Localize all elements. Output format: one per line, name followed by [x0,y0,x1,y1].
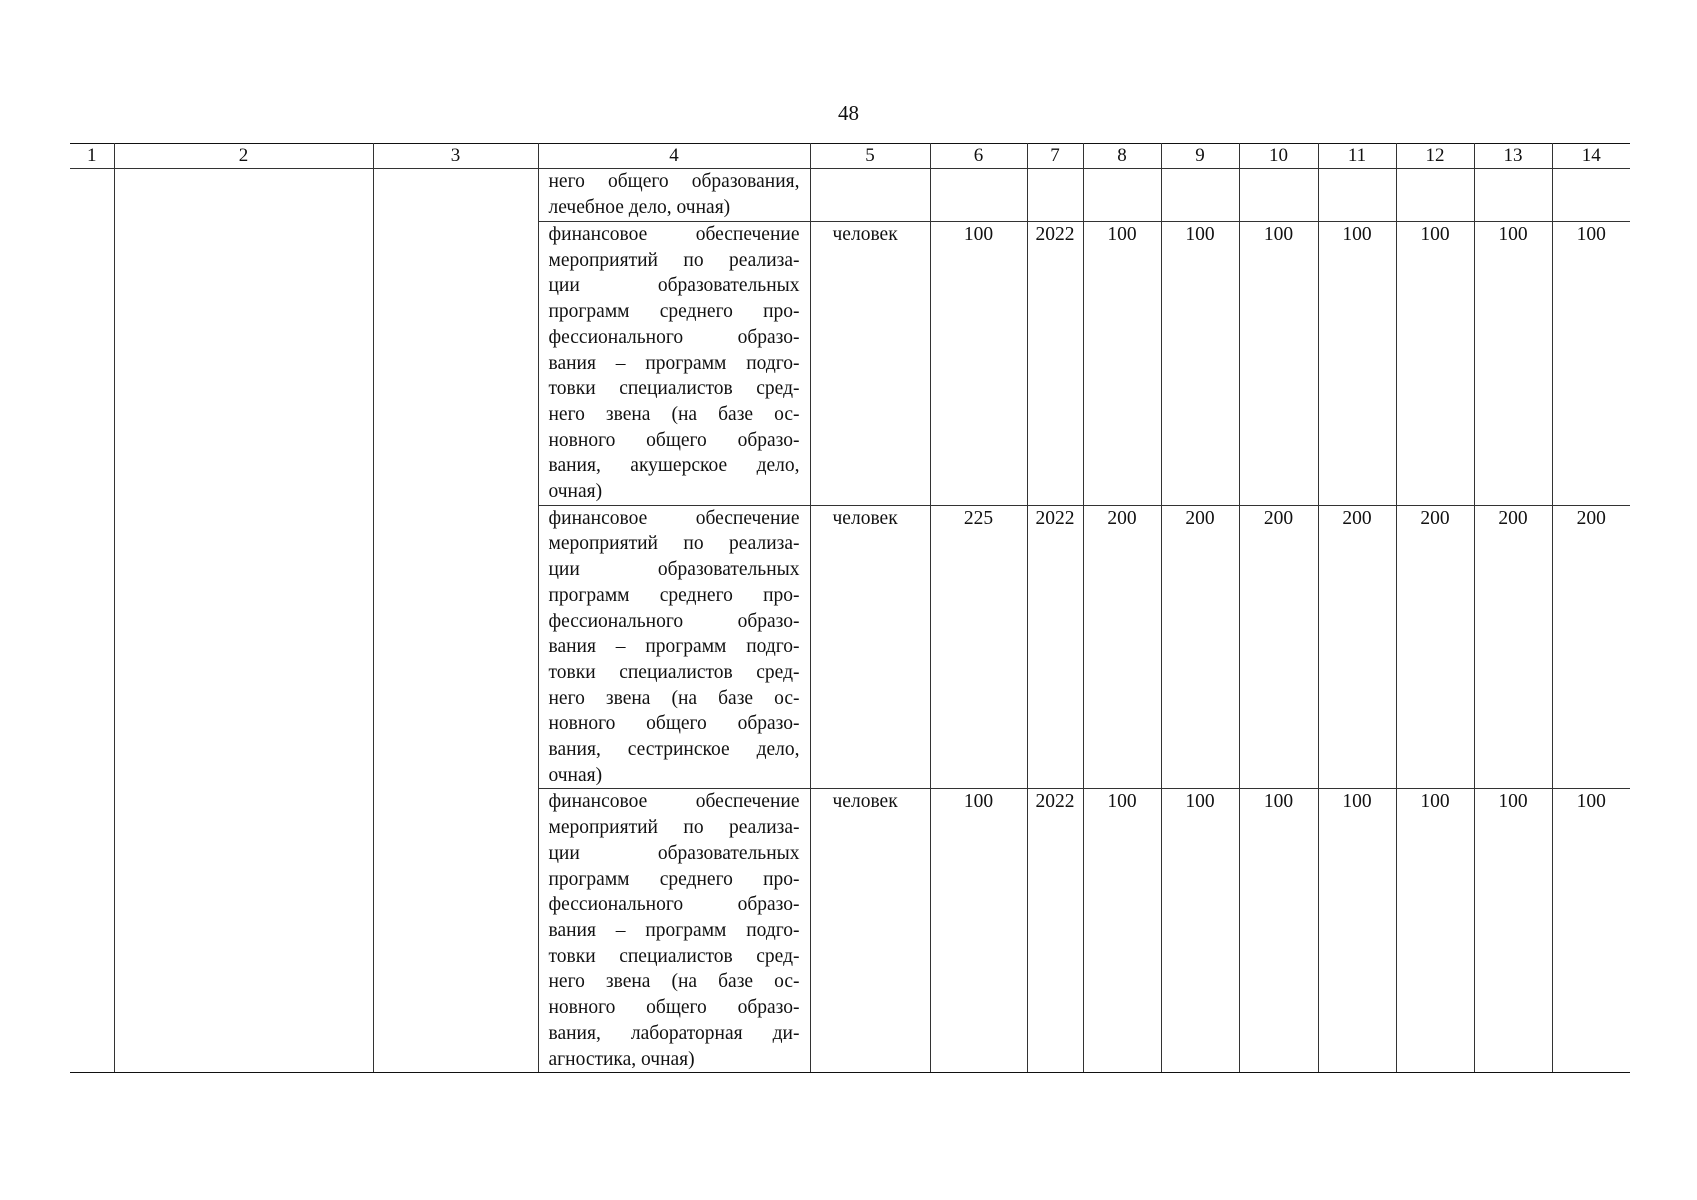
description-line: мероприятий по реализа- [548,249,800,271]
cell-col-11: 100 [1318,222,1396,506]
description-line: вания – программ подго- [548,919,800,941]
cell-col-8: 200 [1083,505,1161,789]
cell-col-13 [1474,169,1552,222]
description-line: товки специалистов сред- [548,945,800,967]
description-line: ции образовательных [548,842,800,864]
column-number-6: 6 [930,144,1027,169]
description-line: новного общего образо- [548,429,800,451]
description-line: фессионального образо- [548,894,800,916]
column-number-4: 4 [538,144,810,169]
description-line: вания, лабораторная ди- [548,1022,800,1044]
table-row [70,505,1630,789]
column-number-1: 1 [70,144,114,169]
column-number-2: 2 [114,144,373,169]
cell-col-1 [70,505,114,789]
description-line: лечебное дело, очная) [548,196,731,218]
description-line: ции образовательных [548,559,800,581]
description-line: мероприятий по реализа- [548,533,800,555]
cell-col-6: 100 [930,789,1027,1073]
description-line: товки специалистов сред- [548,378,800,400]
description-line: очная) [548,481,603,503]
description-line: программ среднего про- [548,868,800,890]
description-line: него общего образования, [548,171,800,192]
cell-col-2 [114,505,373,789]
cell-col-12: 200 [1396,505,1474,789]
cell-col-6: 100 [930,222,1027,506]
cell-col-6 [930,169,1027,222]
cell-col-1 [70,222,114,506]
description-line: программ среднего про- [548,584,800,606]
column-number-11: 11 [1318,144,1396,169]
cell-col-9: 100 [1161,789,1239,1073]
cell-description [538,505,810,789]
cell-col-1 [70,169,114,222]
cell-col-2 [114,169,373,222]
table-row [70,169,1630,222]
cell-col-3 [373,789,538,1073]
cell-col-13: 200 [1474,505,1552,789]
description-line: очная) [548,764,603,786]
indicators-table [70,143,1630,1073]
cell-col-8: 100 [1083,222,1161,506]
cell-unit: человек [810,222,930,506]
cell-col-14: 100 [1552,222,1630,506]
description-line: него звена (на базе ос- [548,403,800,425]
cell-col-2 [114,789,373,1073]
description-line: финансовое обеспечение [548,224,800,245]
description-line: финансовое обеспечение [548,791,800,813]
column-number-8: 8 [1083,144,1161,169]
cell-col-11 [1318,169,1396,222]
description-line: новного общего образо- [548,997,800,1019]
cell-col-10 [1239,169,1318,222]
cell-col-8: 100 [1083,789,1161,1073]
cell-unit: человек [810,789,930,1073]
cell-col-7 [1027,169,1083,222]
column-number-10: 10 [1239,144,1318,169]
description-line: товки специалистов сред- [548,661,800,683]
cell-col-3 [373,169,538,222]
cell-col-11: 200 [1318,505,1396,789]
cell-col-13: 100 [1474,789,1552,1073]
cell-col-14: 200 [1552,505,1630,789]
cell-col-14 [1552,169,1630,222]
cell-col-8 [1083,169,1161,222]
description-line: него звена (на базе ос- [548,971,800,993]
cell-col-12 [1396,169,1474,222]
description-line: фессионального образо- [548,326,800,348]
cell-col-9: 100 [1161,222,1239,506]
cell-col-6: 225 [930,505,1027,789]
cell-col-12: 100 [1396,789,1474,1073]
cell-col-14: 100 [1552,789,1630,1073]
description-line: вания, акушерское дело, [548,455,800,477]
description-line: вания – программ подго- [548,352,800,374]
cell-col-12: 100 [1396,222,1474,506]
description-line: новного общего образо- [548,713,800,735]
cell-col-11: 100 [1318,789,1396,1073]
description-line: программ среднего про- [548,301,800,323]
description-line: агностика, очная) [548,1048,695,1070]
cell-col-7: 2022 [1027,505,1083,789]
column-number-9: 9 [1161,144,1239,169]
description-line: фессионального образо- [548,610,800,632]
column-number-12: 12 [1396,144,1474,169]
description-line: мероприятий по реализа- [548,817,800,839]
description-line: вания, сестринское дело, [548,739,800,761]
cell-col-7: 2022 [1027,222,1083,506]
cell-col-10: 100 [1239,789,1318,1073]
column-number-13: 13 [1474,144,1552,169]
cell-col-7: 2022 [1027,789,1083,1073]
column-number-14: 14 [1552,144,1630,169]
cell-col-3 [373,505,538,789]
cell-unit [810,169,930,222]
column-number-5: 5 [810,144,930,169]
cell-col-9 [1161,169,1239,222]
column-number-7: 7 [1027,144,1083,169]
description-line: финансовое обеспечение [548,507,800,529]
cell-col-10: 200 [1239,505,1318,789]
cell-description [538,789,810,1073]
cell-col-3 [373,222,538,506]
table-row [70,222,1630,506]
cell-unit: человек [810,505,930,789]
cell-description [538,169,810,222]
description-line: ции образовательных [548,275,800,297]
cell-col-13: 100 [1474,222,1552,506]
cell-col-2 [114,222,373,506]
description-line: вания – программ подго- [548,636,800,658]
page-number: 48 [838,101,859,125]
column-number-row [70,144,1630,169]
cell-col-9: 200 [1161,505,1239,789]
cell-col-10: 100 [1239,222,1318,506]
cell-col-1 [70,789,114,1073]
cell-description [538,222,810,506]
column-number-3: 3 [373,144,538,169]
table-row [70,789,1630,1073]
description-line: него звена (на базе ос- [548,687,800,709]
